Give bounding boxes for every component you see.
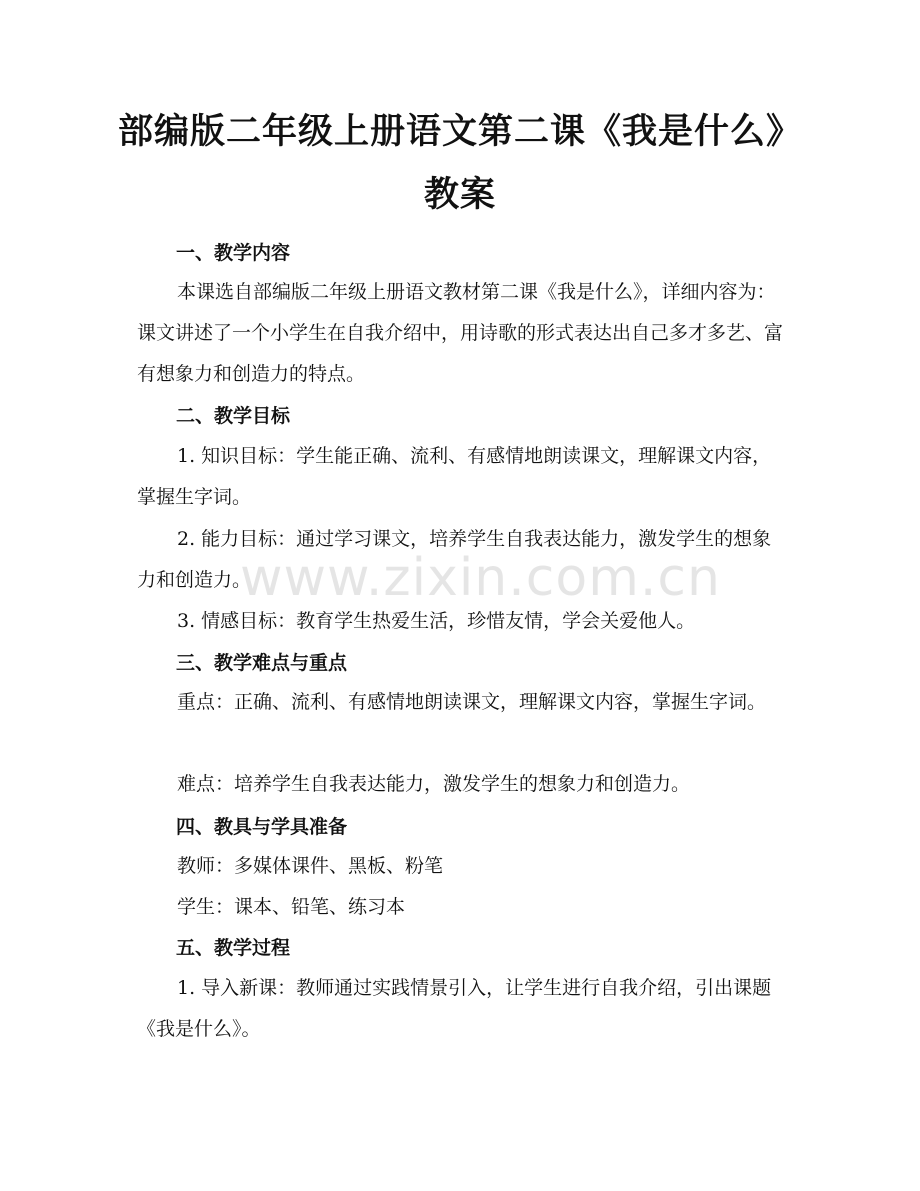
paragraph-difficult-point: 难点：培养学生自我表达能力，激发学生的想象力和创造力。 xyxy=(177,773,691,795)
section-heading-content: 一、教学内容 xyxy=(176,242,291,264)
paragraph-student-materials: 学生：课本、铅笔、练习本 xyxy=(177,896,406,918)
section-heading-objectives: 二、教学目标 xyxy=(176,405,291,427)
paragraph-objective-knowledge: 1. 知识目标：学生能正确、流利、有感情地朗读课文，理解课文内容，掌握生字词。 xyxy=(137,445,772,508)
section-heading-key-points: 三、教学难点与重点 xyxy=(176,652,348,674)
paragraph-content: 本课选自部编版二年级上册语文教材第二课《我是什么》，详细内容为：课文讲述了一个小学生在自我介绍中，用诗歌的形式表达出自己多才多艺、富有想象力和创造力的特点。 xyxy=(137,281,784,385)
paragraph-key-point: 重点：正确、流利、有感情地朗读课文，理解课文内容，掌握生字词。 xyxy=(177,691,767,713)
section-heading-process: 五、教学过程 xyxy=(176,937,291,959)
document-title-line2: 教案 xyxy=(423,175,496,215)
section-heading-materials: 四、教具与学具准备 xyxy=(176,816,348,838)
document-title: 部编版二年级上册语文第二课《我是什么》 xyxy=(117,112,802,152)
paragraph-objective-emotion: 3. 情感目标：教育学生热爱生活，珍惜友情，学会关爱他人。 xyxy=(177,610,696,632)
paragraph-objective-ability: 2. 能力目标：通过学习课文，培养学生自我表达能力，激发学生的想象力和创造力。 xyxy=(137,528,772,591)
paragraph-teacher-materials: 教师：多媒体课件、黑板、粉笔 xyxy=(177,855,444,877)
watermark: www.zixin.com.cn xyxy=(240,548,721,608)
paragraph-process-intro: 1. 导入新课：教师通过实践情景引入，让学生进行自我介绍，引出课题《我是什么》。 xyxy=(137,977,772,1040)
